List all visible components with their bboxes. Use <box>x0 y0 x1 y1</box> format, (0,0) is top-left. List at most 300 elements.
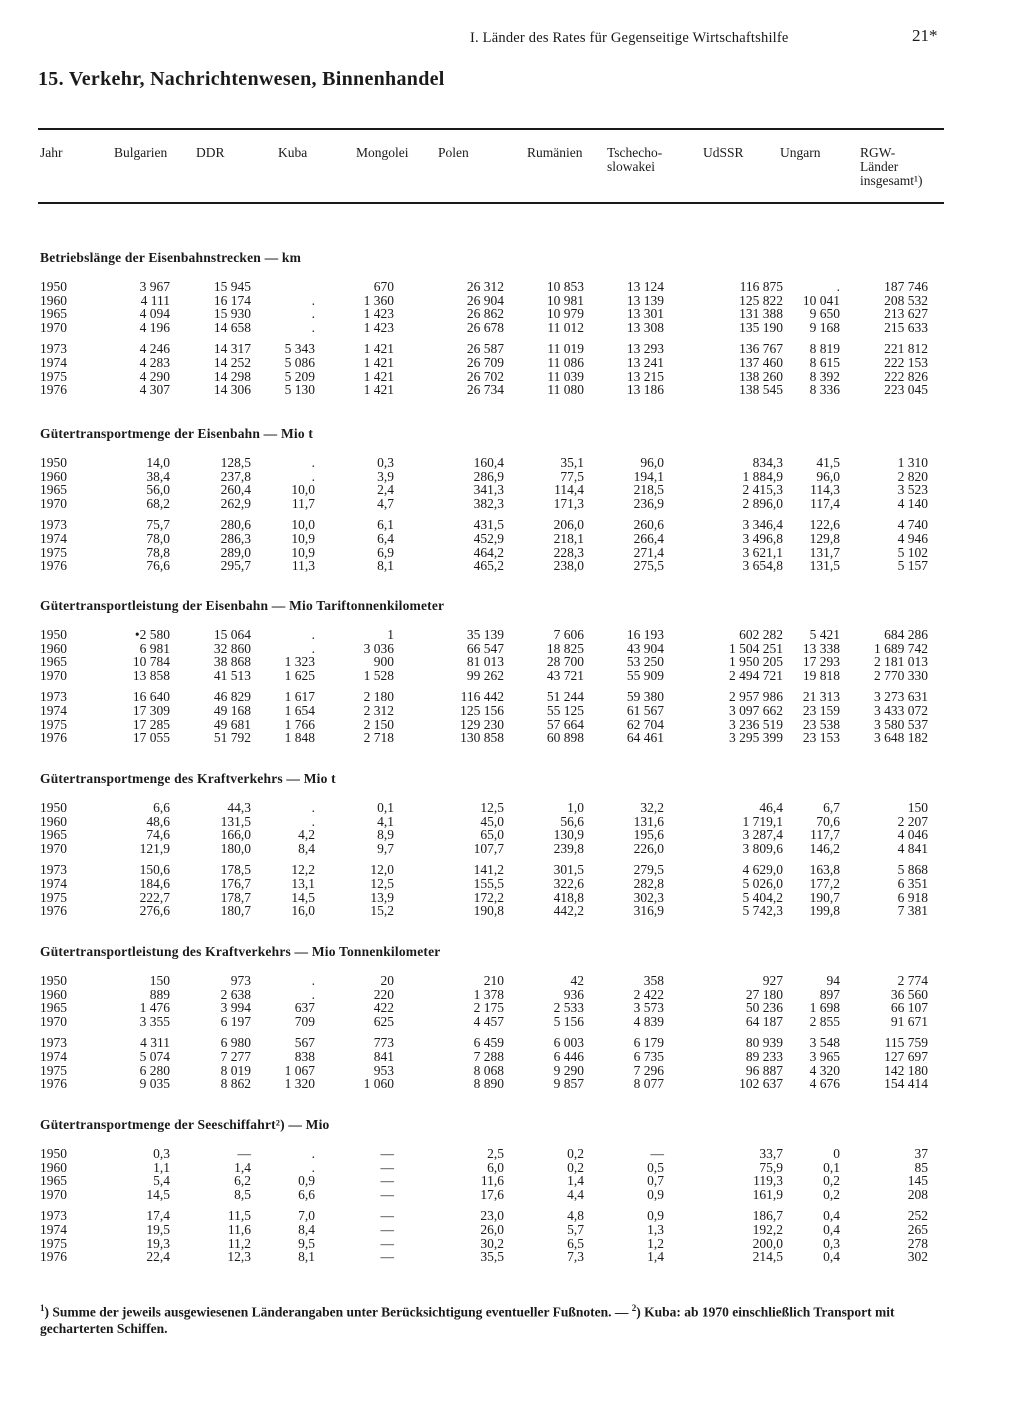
cell-ddr: 289,0 <box>220 544 251 560</box>
cell-bulgarien: 75,7 <box>146 517 170 533</box>
table-row <box>0 1188 1024 1202</box>
cell-rumaenien: 11 039 <box>547 368 584 384</box>
cell-bulgarien: 4 283 <box>139 355 170 370</box>
col-header-ddr: DDR <box>196 145 225 160</box>
cell-mongolei: 0,3 <box>377 455 394 470</box>
cell-rgw: 2 774 <box>897 973 928 988</box>
cell-polen: 160,4 <box>473 455 504 470</box>
cell-kuba: 5 209 <box>284 368 315 384</box>
cell-bulgarien: 14,5 <box>146 1186 170 1202</box>
table-row <box>0 801 1024 815</box>
cell-ungarn: 177,2 <box>809 876 840 891</box>
cell-ungarn: 114,3 <box>810 482 840 498</box>
cell-polen: 11,6 <box>480 1173 504 1189</box>
cell-year: 1950 <box>40 800 67 815</box>
cell-mongolei: 12,5 <box>370 876 394 891</box>
cell-year: 1976 <box>40 903 67 919</box>
cell-tschechoslowakei: 13 139 <box>626 292 664 308</box>
cell-bulgarien: 1 476 <box>139 1000 170 1016</box>
cell-bulgarien: 68,2 <box>146 495 170 511</box>
col-header-ungarn: Ungarn <box>780 145 821 160</box>
cell-mongolei: — <box>380 1159 394 1175</box>
cell-udssr: 3 809,6 <box>742 840 783 856</box>
table-row <box>0 1250 1024 1264</box>
cell-rgw: 213 627 <box>884 306 928 322</box>
cell-rumaenien: 2 533 <box>553 1000 584 1016</box>
cell-bulgarien: 0,3 <box>153 1146 170 1161</box>
cell-ungarn: 10 041 <box>802 292 840 308</box>
cell-bulgarien: 4 311 <box>140 1035 170 1051</box>
cell-tschechoslowakei: 266,4 <box>633 531 664 546</box>
cell-rumaenien: 11 019 <box>547 341 584 357</box>
cell-polen: 45,0 <box>480 813 504 829</box>
cell-ddr: 14 317 <box>213 341 251 357</box>
cell-rgw: 66 107 <box>890 1000 928 1016</box>
cell-bulgarien: 38,4 <box>146 468 170 484</box>
cell-mongolei: 9,7 <box>377 840 394 856</box>
cell-rgw: 4 841 <box>897 840 928 856</box>
cell-ungarn: 0,4 <box>823 1249 840 1265</box>
cell-ddr: 6 980 <box>220 1035 251 1051</box>
cell-mongolei: — <box>380 1173 394 1189</box>
cell-rgw: 154 414 <box>884 1076 928 1092</box>
cell-ungarn: 70,6 <box>816 813 840 829</box>
cell-bulgarien: 889 <box>149 986 170 1002</box>
cell-rgw: 3 433 072 <box>874 703 928 718</box>
cell-bulgarien: 10 784 <box>132 654 170 670</box>
cell-rumaenien: 6,5 <box>567 1235 584 1251</box>
cell-kuba: . <box>311 986 315 1002</box>
cell-year: 1974 <box>40 1222 67 1237</box>
cell-tschechoslowakei: 316,9 <box>633 903 664 919</box>
cell-ungarn: 122,6 <box>809 517 840 533</box>
cell-ungarn: 131,7 <box>809 544 840 560</box>
table-row <box>0 1050 1024 1064</box>
col-header-rumaenien: Rumänien <box>527 145 583 160</box>
cell-ddr: 12,3 <box>227 1249 251 1265</box>
cell-rumaenien: 114,4 <box>554 482 584 498</box>
table-row <box>0 559 1024 573</box>
cell-tschechoslowakei: 55 909 <box>626 667 664 683</box>
cell-rumaenien: 11 012 <box>547 319 584 335</box>
cell-ddr: 11,6 <box>227 1222 251 1237</box>
cell-polen: 23,0 <box>480 1208 504 1224</box>
cell-rumaenien: 238,0 <box>553 558 584 574</box>
cell-ddr: 16 174 <box>213 292 251 308</box>
cell-tschechoslowakei: 0,5 <box>647 1159 664 1175</box>
cell-year: 1965 <box>40 306 67 322</box>
cell-year: 1973 <box>40 862 67 878</box>
cell-udssr: 5 026,0 <box>742 876 783 891</box>
cell-mongolei: 1 060 <box>363 1076 394 1092</box>
cell-bulgarien: 4 094 <box>139 306 170 322</box>
cell-udssr: 3 654,8 <box>742 558 783 574</box>
cell-rgw: 4 946 <box>897 531 928 546</box>
cell-rgw: 302 <box>907 1249 928 1265</box>
cell-ungarn: 8 819 <box>809 341 840 357</box>
cell-tschechoslowakei: 96,0 <box>640 455 664 470</box>
cell-rumaenien: 6 003 <box>553 1035 584 1051</box>
cell-udssr: 200,0 <box>752 1235 783 1251</box>
cell-ungarn: 8 392 <box>809 368 840 384</box>
cell-year: 1965 <box>40 1000 67 1016</box>
cell-ungarn: 0 <box>833 1146 840 1161</box>
cell-tschechoslowakei: 358 <box>643 973 664 988</box>
cell-bulgarien: 276,6 <box>139 903 170 919</box>
cell-tschechoslowakei: 1,4 <box>647 1249 664 1265</box>
cell-year: 1976 <box>40 1249 67 1265</box>
cell-bulgarien: 3 967 <box>139 279 170 294</box>
cell-year: 1973 <box>40 1035 67 1051</box>
cell-rumaenien: 35,1 <box>560 455 584 470</box>
cell-rgw: 265 <box>907 1222 928 1237</box>
cell-bulgarien: 121,9 <box>139 840 170 856</box>
cell-polen: 99 262 <box>466 667 504 683</box>
cell-ungarn: 8 336 <box>809 382 840 398</box>
cell-bulgarien: 6 981 <box>139 640 170 656</box>
cell-polen: 26 904 <box>466 292 504 308</box>
cell-kuba: 5 343 <box>284 341 315 357</box>
cell-kuba: 10,9 <box>291 531 315 546</box>
cell-year: 1970 <box>40 319 67 335</box>
cell-ddr: — <box>237 1146 251 1161</box>
cell-bulgarien: 74,6 <box>146 827 170 843</box>
cell-ungarn: . <box>836 279 840 294</box>
cell-ungarn: 9 650 <box>809 306 840 322</box>
cell-rumaenien: 10 981 <box>546 292 584 308</box>
cell-bulgarien: 78,0 <box>146 531 170 546</box>
cell-rgw: 2 820 <box>897 468 928 484</box>
cell-rumaenien: 206,0 <box>553 517 584 533</box>
cell-udssr: 125 822 <box>739 292 783 308</box>
table-row <box>0 1077 1024 1091</box>
cell-polen: 155,5 <box>473 876 504 891</box>
cell-year: 1965 <box>40 482 67 498</box>
cell-year: 1975 <box>40 716 67 732</box>
table-row <box>0 356 1024 370</box>
cell-year: 1976 <box>40 730 67 746</box>
cell-bulgarien: 78,8 <box>146 544 170 560</box>
cell-tschechoslowakei: 1,3 <box>647 1222 664 1237</box>
cell-polen: 107,7 <box>473 840 504 856</box>
cell-udssr: 2 415,3 <box>742 482 783 498</box>
cell-kuba: 7,0 <box>298 1208 315 1224</box>
cell-tschechoslowakei: 279,5 <box>633 862 664 878</box>
cell-udssr: 138 545 <box>739 382 783 398</box>
cell-kuba: 8,1 <box>298 1249 315 1265</box>
cell-year: 1974 <box>40 355 67 370</box>
cell-mongolei: 953 <box>373 1062 394 1078</box>
cell-rgw: 223 045 <box>884 382 928 398</box>
cell-rgw: 127 697 <box>884 1049 928 1064</box>
cell-year: 1970 <box>40 840 67 856</box>
cell-ungarn: 9 168 <box>809 319 840 335</box>
cell-kuba: 12,2 <box>291 862 315 878</box>
cell-kuba: 5 086 <box>284 355 315 370</box>
cell-udssr: 2 896,0 <box>742 495 783 511</box>
cell-year: 1960 <box>40 640 67 656</box>
cell-bulgarien: 4 290 <box>139 368 170 384</box>
cell-udssr: 138 260 <box>739 368 783 384</box>
cell-ddr: 14 658 <box>213 319 251 335</box>
cell-kuba: 1 323 <box>284 654 315 670</box>
cell-mongolei: 4,7 <box>377 495 394 511</box>
cell-udssr: 1 950 205 <box>729 654 783 670</box>
cell-mongolei: 12,0 <box>370 862 394 878</box>
cell-rumaenien: 1,4 <box>567 1173 584 1189</box>
cell-polen: 286,9 <box>473 468 504 484</box>
cell-mongolei: — <box>380 1208 394 1224</box>
cell-polen: 465,2 <box>473 558 504 574</box>
cell-kuba: 637 <box>294 1000 315 1016</box>
cell-tschechoslowakei: 194,1 <box>633 468 664 484</box>
cell-kuba: 709 <box>294 1013 315 1029</box>
cell-bulgarien: 5 074 <box>139 1049 170 1064</box>
cell-bulgarien: 3 355 <box>139 1013 170 1029</box>
cell-bulgarien: •2 580 <box>134 627 170 642</box>
cell-kuba: 0,9 <box>298 1173 315 1189</box>
cell-kuba: . <box>311 640 315 656</box>
cell-tschechoslowakei: — <box>650 1146 664 1161</box>
cell-rgw: 85 <box>914 1159 928 1175</box>
table-row <box>0 628 1024 642</box>
cell-mongolei: 8,1 <box>377 558 394 574</box>
cell-mongolei: 900 <box>373 654 394 670</box>
cell-ddr: 280,6 <box>220 517 251 533</box>
cell-rumaenien: 7,3 <box>567 1249 584 1265</box>
cell-year: 1973 <box>40 341 67 357</box>
cell-ddr: 44,3 <box>227 800 251 815</box>
cell-ungarn: 6,7 <box>823 800 840 815</box>
cell-tschechoslowakei: 218,5 <box>633 482 664 498</box>
cell-tschechoslowakei: 302,3 <box>633 889 664 905</box>
cell-rgw: 7 381 <box>897 903 928 919</box>
section-title: Gütertransportleistung des Kraftverkehrs — Mio Tonnenkilometer <box>40 944 441 959</box>
table-row <box>0 704 1024 718</box>
cell-ddr: 260,4 <box>220 482 251 498</box>
cell-udssr: 1 504 251 <box>729 640 783 656</box>
cell-polen: 8 890 <box>473 1076 504 1092</box>
cell-ddr: 176,7 <box>220 876 251 891</box>
cell-ungarn: 199,8 <box>809 903 840 919</box>
cell-ddr: 178,7 <box>220 889 251 905</box>
cell-bulgarien: 16 640 <box>132 689 170 705</box>
cell-polen: 66 547 <box>466 640 504 656</box>
cell-udssr: 27 180 <box>745 986 783 1002</box>
cell-mongolei: 2 150 <box>363 716 394 732</box>
cell-ungarn: 17 293 <box>802 654 840 670</box>
cell-polen: 8 068 <box>473 1062 504 1078</box>
cell-year: 1975 <box>40 889 67 905</box>
cell-mongolei: 1 423 <box>363 319 394 335</box>
cell-kuba: 8,4 <box>298 1222 315 1237</box>
cell-bulgarien: 17 055 <box>132 730 170 746</box>
cell-bulgarien: 6,6 <box>153 800 170 815</box>
cell-kuba: 1 654 <box>284 703 315 718</box>
cell-polen: 4 457 <box>473 1013 504 1029</box>
col-header-mongolei: Mongolei <box>356 145 409 160</box>
cell-ungarn: 41,5 <box>816 455 840 470</box>
cell-year: 1950 <box>40 455 67 470</box>
cell-rgw: 150 <box>907 800 928 815</box>
cell-ungarn: 4 320 <box>809 1062 840 1078</box>
cell-polen: 81 013 <box>466 654 504 670</box>
cell-polen: 26 678 <box>466 319 504 335</box>
cell-year: 1975 <box>40 544 67 560</box>
cell-rgw: 208 <box>907 1186 928 1202</box>
cell-rumaenien: 418,8 <box>553 889 584 905</box>
cell-polen: 6,0 <box>487 1159 504 1175</box>
cell-ungarn: 117,4 <box>810 495 840 511</box>
cell-rgw: 142 180 <box>884 1062 928 1078</box>
cell-ungarn: 0,4 <box>823 1208 840 1224</box>
cell-mongolei: — <box>380 1186 394 1202</box>
cell-udssr: 927 <box>762 973 783 988</box>
cell-udssr: 1 719,1 <box>742 813 783 829</box>
cell-udssr: 135 190 <box>739 319 783 335</box>
cell-bulgarien: 56,0 <box>146 482 170 498</box>
cell-mongolei: 625 <box>373 1013 394 1029</box>
cell-rgw: 252 <box>907 1208 928 1224</box>
cell-mongolei: 1 423 <box>363 306 394 322</box>
cell-ddr: 51 792 <box>213 730 251 746</box>
table-row <box>0 669 1024 683</box>
cell-tschechoslowakei: 6 735 <box>633 1049 664 1064</box>
cell-tschechoslowakei: 64 461 <box>626 730 664 746</box>
cell-ungarn: 3 548 <box>809 1035 840 1051</box>
cell-ungarn: 96,0 <box>816 468 840 484</box>
cell-tschechoslowakei: 131,6 <box>633 813 664 829</box>
cell-ddr: 973 <box>230 973 251 988</box>
cell-year: 1965 <box>40 1173 67 1189</box>
cell-udssr: 116 875 <box>739 279 783 294</box>
cell-rumaenien: 9 857 <box>553 1076 584 1092</box>
cell-mongolei: 2,4 <box>377 482 394 498</box>
cell-rumaenien: 171,3 <box>553 495 584 511</box>
cell-rumaenien: 9 290 <box>553 1062 584 1078</box>
cell-rgw: 2 181 013 <box>874 654 928 670</box>
cell-rumaenien: 5 156 <box>553 1013 584 1029</box>
table-row <box>0 1015 1024 1029</box>
table-row <box>0 456 1024 470</box>
cell-udssr: 3 287,4 <box>742 827 783 843</box>
cell-kuba: 1 320 <box>284 1076 315 1092</box>
cell-kuba: . <box>311 292 315 308</box>
cell-ddr: 178,5 <box>220 862 251 878</box>
cell-rgw: 3 523 <box>897 482 928 498</box>
cell-kuba: . <box>311 800 315 815</box>
section-title: Gütertransportmenge der Eisenbahn — Mio t <box>40 426 314 441</box>
cell-ungarn: 94 <box>826 973 840 988</box>
cell-udssr: 192,2 <box>752 1222 783 1237</box>
cell-kuba: 567 <box>294 1035 315 1051</box>
table-row <box>0 877 1024 891</box>
cell-polen: 129 230 <box>460 716 504 732</box>
cell-kuba: 14,5 <box>291 889 315 905</box>
cell-rgw: 2 207 <box>897 813 928 829</box>
cell-ddr: 14 252 <box>213 355 251 370</box>
cell-polen: 26 702 <box>466 368 504 384</box>
cell-polen: 2,5 <box>487 1146 504 1161</box>
cell-year: 1960 <box>40 1159 67 1175</box>
cell-rgw: 3 273 631 <box>874 689 928 705</box>
cell-tschechoslowakei: 7 296 <box>633 1062 664 1078</box>
cell-rumaenien: 239,8 <box>553 840 584 856</box>
cell-ungarn: 8 615 <box>809 355 840 370</box>
cell-udssr: 119,3 <box>753 1173 783 1189</box>
cell-rgw: 37 <box>914 1146 928 1161</box>
cell-polen: 7 288 <box>473 1049 504 1064</box>
cell-kuba: 8,4 <box>298 840 315 856</box>
col-header-polen: Polen <box>438 145 469 160</box>
cell-rumaenien: 56,6 <box>560 813 584 829</box>
cell-kuba: 5 130 <box>284 382 315 398</box>
cell-rumaenien: 57 664 <box>546 716 584 732</box>
cell-tschechoslowakei: 260,6 <box>633 517 664 533</box>
cell-year: 1976 <box>40 558 67 574</box>
cell-polen: 130 858 <box>460 730 504 746</box>
cell-udssr: 102 637 <box>739 1076 783 1092</box>
footnote-mark-2: 2 <box>631 1303 637 1313</box>
cell-rgw: 4 140 <box>897 495 928 511</box>
table-row <box>0 321 1024 335</box>
cell-bulgarien: 48,6 <box>146 813 170 829</box>
cell-bulgarien: 17 309 <box>132 703 170 718</box>
cell-rumaenien: 5,7 <box>567 1222 584 1237</box>
cell-udssr: 214,5 <box>752 1249 783 1265</box>
cell-kuba: 1 625 <box>284 667 315 683</box>
cell-udssr: 5 404,2 <box>742 889 783 905</box>
cell-ddr: 38 868 <box>213 654 251 670</box>
cell-rumaenien: 0,2 <box>567 1146 584 1161</box>
cell-tschechoslowakei: 236,9 <box>633 495 664 511</box>
cell-rumaenien: 11 086 <box>547 355 584 370</box>
cell-rumaenien: 42 <box>570 973 584 988</box>
cell-udssr: 2 957 986 <box>729 689 783 705</box>
cell-bulgarien: 6 280 <box>139 1062 170 1078</box>
cell-mongolei: 2 312 <box>363 703 394 718</box>
cell-polen: 26 709 <box>466 355 504 370</box>
cell-year: 1965 <box>40 654 67 670</box>
cell-udssr: 89 233 <box>745 1049 783 1064</box>
cell-ddr: 15 930 <box>213 306 251 322</box>
cell-tschechoslowakei: 282,8 <box>633 876 664 891</box>
cell-year: 1970 <box>40 495 67 511</box>
footnote-text-2: ) Kuba: ab 1970 einschließlich Transport mit gecharterten Schiffen. <box>40 1304 895 1336</box>
cell-udssr: 46,4 <box>759 800 783 815</box>
cell-rgw: 115 759 <box>884 1035 928 1051</box>
cell-udssr: 64 187 <box>745 1013 783 1029</box>
footnote <box>40 1300 960 1337</box>
cell-rumaenien: 10 853 <box>546 279 584 294</box>
cell-rgw: 684 286 <box>884 627 928 642</box>
cell-ddr: 2 638 <box>220 986 251 1002</box>
cell-year: 1960 <box>40 813 67 829</box>
cell-ddr: 180,7 <box>220 903 251 919</box>
cell-mongolei: 8,9 <box>377 827 394 843</box>
cell-mongolei: — <box>380 1146 394 1161</box>
cell-bulgarien: 184,6 <box>139 876 170 891</box>
cell-mongolei: 1 421 <box>363 382 394 398</box>
cell-ddr: 32 860 <box>213 640 251 656</box>
cell-rumaenien: 77,5 <box>560 468 584 484</box>
cell-tschechoslowakei: 195,6 <box>633 827 664 843</box>
cell-polen: 26,0 <box>480 1222 504 1237</box>
cell-ungarn: 190,7 <box>809 889 840 905</box>
table-row <box>0 1147 1024 1161</box>
cell-rumaenien: 60 898 <box>546 730 584 746</box>
cell-bulgarien: 150 <box>149 973 170 988</box>
